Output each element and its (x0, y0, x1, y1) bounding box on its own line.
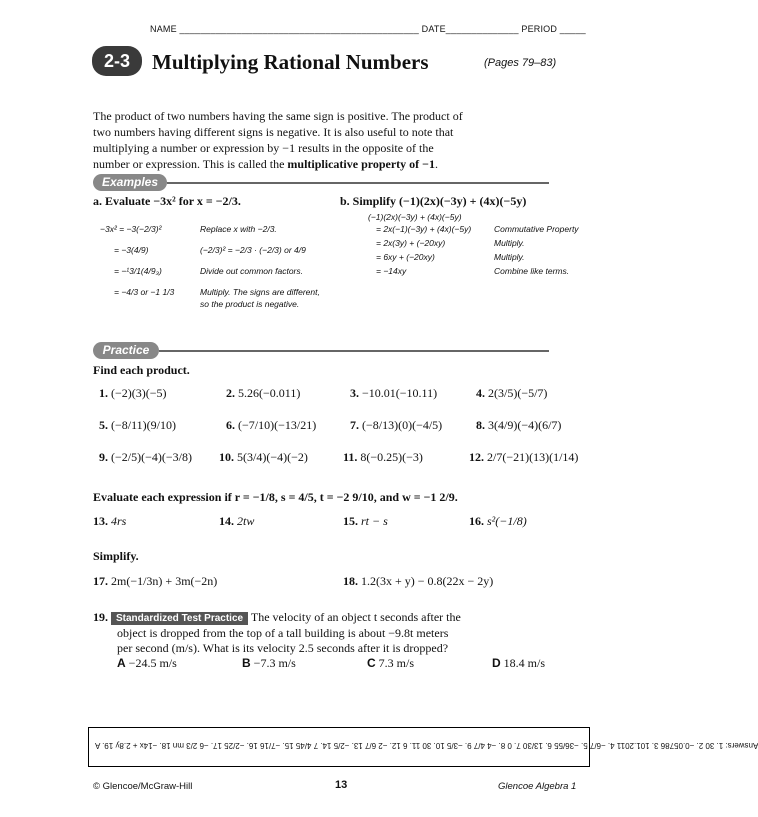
intro-line: The product of two numbers having the same sign is positive. The product of (93, 109, 463, 123)
example-b-prompt: b. Simplify (−1)(2x)(−3y) + (4x)(−5y) (340, 194, 527, 208)
example-a-step-left: = −4/3 or −1 1/3 (114, 287, 175, 297)
example-a-step-left: −3x² = −3(−2/3)² (100, 224, 162, 234)
standardized-test-badge: Standardized Test Practice (111, 612, 248, 625)
problem-19-text: per second (m/s). What is its velocity 2.5 seconds after it is dropped? (117, 641, 449, 655)
choice-d[interactable]: D 18.4 m/s (492, 656, 546, 670)
problem-14: 14. 2tw (219, 514, 255, 528)
problem-15: 15. rt − s (343, 514, 388, 528)
problem-19-text: The velocity of an object t seconds after the (250, 610, 461, 624)
answer-key-text: Answers: 1. 30 2. −0.05786 3. 101.2011 4. −6/7 5. −36/55 6. 13/30 7. 0 8. −4 4/7 9. −3/5 10. 30 11. 6 12. −2 6/7 13. −2/5 14. 7 4/45 15. −7/16 16. −2/25 17. −6 2/3 mn 18. −14x + 2.8y 19. A (95, 741, 758, 750)
problem-11: 11. 8(−0.25)(−3) (343, 450, 423, 464)
example-b-step-right: Multiply. (494, 238, 525, 248)
section-divider (159, 350, 549, 352)
lesson-number-badge: 2-3 (92, 46, 142, 76)
problem-5: 5. (−8/11)(9/10) (99, 418, 176, 432)
footer-copyright: © Glencoe/McGraw-Hill (93, 781, 193, 792)
name-date-period-line: NAME ______________________________________________ DATE______________ PERIOD _____ (150, 24, 586, 34)
section-divider (167, 182, 549, 184)
example-a-step-right: Replace x with −2/3. (200, 224, 277, 234)
problem-19 (93, 610, 461, 625)
example-b-steps (368, 212, 598, 280)
multiplicative-property-term: multiplicative property of −1 (287, 157, 436, 171)
problem-16: 16. s²(−1/8) (469, 514, 527, 528)
problem-1: 1. (−2)(3)(−5) (99, 386, 167, 400)
intro-line: multiplying a number or expression by −1 results in the opposite of the (93, 141, 434, 155)
simplify-heading: Simplify. (93, 549, 139, 563)
example-a-steps (100, 224, 340, 311)
problem-19-text: object is dropped from the top of a tall building is about −9.8t meters (117, 626, 449, 640)
example-a-step-left: = −¹3/1(4/9₃) (114, 266, 162, 276)
example-b-step-left: (−1)(2x)(−3y) + (4x)(−5y) (368, 212, 462, 222)
problem-19-number: 19. (93, 610, 108, 624)
example-b-step-right: Combine like terms. (494, 266, 570, 276)
intro-line: number or expression. This is called the multiplicative property of −1. (93, 157, 439, 171)
problem-13: 13. 4rs (93, 514, 127, 528)
footer-book-title: Glencoe Algebra 1 (498, 781, 577, 792)
example-b-step-right: Commutative Property (494, 224, 579, 234)
example-b-step-left: = 6xy + (−20xy) (376, 252, 435, 262)
practice-label: Practice (93, 342, 159, 359)
problem-10: 10. 5(3/4)(−4)(−2) (219, 450, 308, 464)
example-a-step-right: so the product is negative. (200, 299, 300, 309)
example-a-step-right: (−2/3)² = −2/3 · (−2/3) or 4/9 (200, 245, 306, 255)
example-a-prompt: a. Evaluate −3x² for x = −2/3. (93, 194, 241, 208)
example-b-step-left: = −14xy (376, 266, 407, 276)
problem-6: 6. (−7/10)(−13/21) (226, 418, 317, 432)
page-title: Multiplying Rational Numbers (152, 50, 429, 74)
example-a-step-left: = −3(4/9) (114, 245, 149, 255)
example-b-step-left: = 2x(3y) + (−20xy) (376, 238, 446, 248)
problem-3: 3. −10.01(−10.11) (350, 386, 438, 400)
choice-a[interactable]: A −24.5 m/s (117, 656, 177, 670)
examples-label: Examples (93, 174, 167, 191)
page-number: 13 (335, 779, 348, 791)
problem-8: 8. 3(4/9)(−4)(6/7) (476, 418, 562, 432)
intro-line: two numbers having different signs is negative. It is also useful to note that (93, 125, 454, 139)
problem-18: 18. 1.2(3x + y) − 0.8(22x − 2y) (343, 574, 494, 588)
intro-paragraph (93, 108, 553, 172)
answer-key-box (88, 727, 758, 767)
problem-9: 9. (−2/5)(−4)(−3/8) (99, 450, 192, 464)
example-a-step-right: Multiply. The signs are different, (200, 287, 320, 297)
example-b-step-right: Multiply. (494, 252, 525, 262)
problem-2: 2. 5.26(−0.011) (226, 386, 301, 400)
find-product-heading: Find each product. (93, 363, 190, 377)
example-a-step-right: Divide out common factors. (200, 266, 303, 276)
choice-b[interactable]: B −7.3 m/s (242, 656, 296, 670)
problem-4: 4. 2(3/5)(−5/7) (476, 386, 548, 400)
evaluate-heading: Evaluate each expression if r = −1/8, s = 4/5, t = −2 9/10, and w = −1 2/9. (93, 490, 458, 504)
example-b-step-left: = 2x(−1)(−3y) + (4x)(−5y) (376, 224, 472, 234)
choice-c[interactable]: C 7.3 m/s (367, 656, 415, 670)
problem-12: 12. 2/7(−21)(13)(1/14) (469, 450, 579, 464)
example-a-step-left (100, 299, 200, 311)
problem-17: 17. 2m(−1/3n) + 3m(−2n) (93, 574, 218, 588)
problem-7: 7. (−8/13)(0)(−4/5) (350, 418, 443, 432)
page-reference: (Pages 79–83) (484, 57, 557, 69)
